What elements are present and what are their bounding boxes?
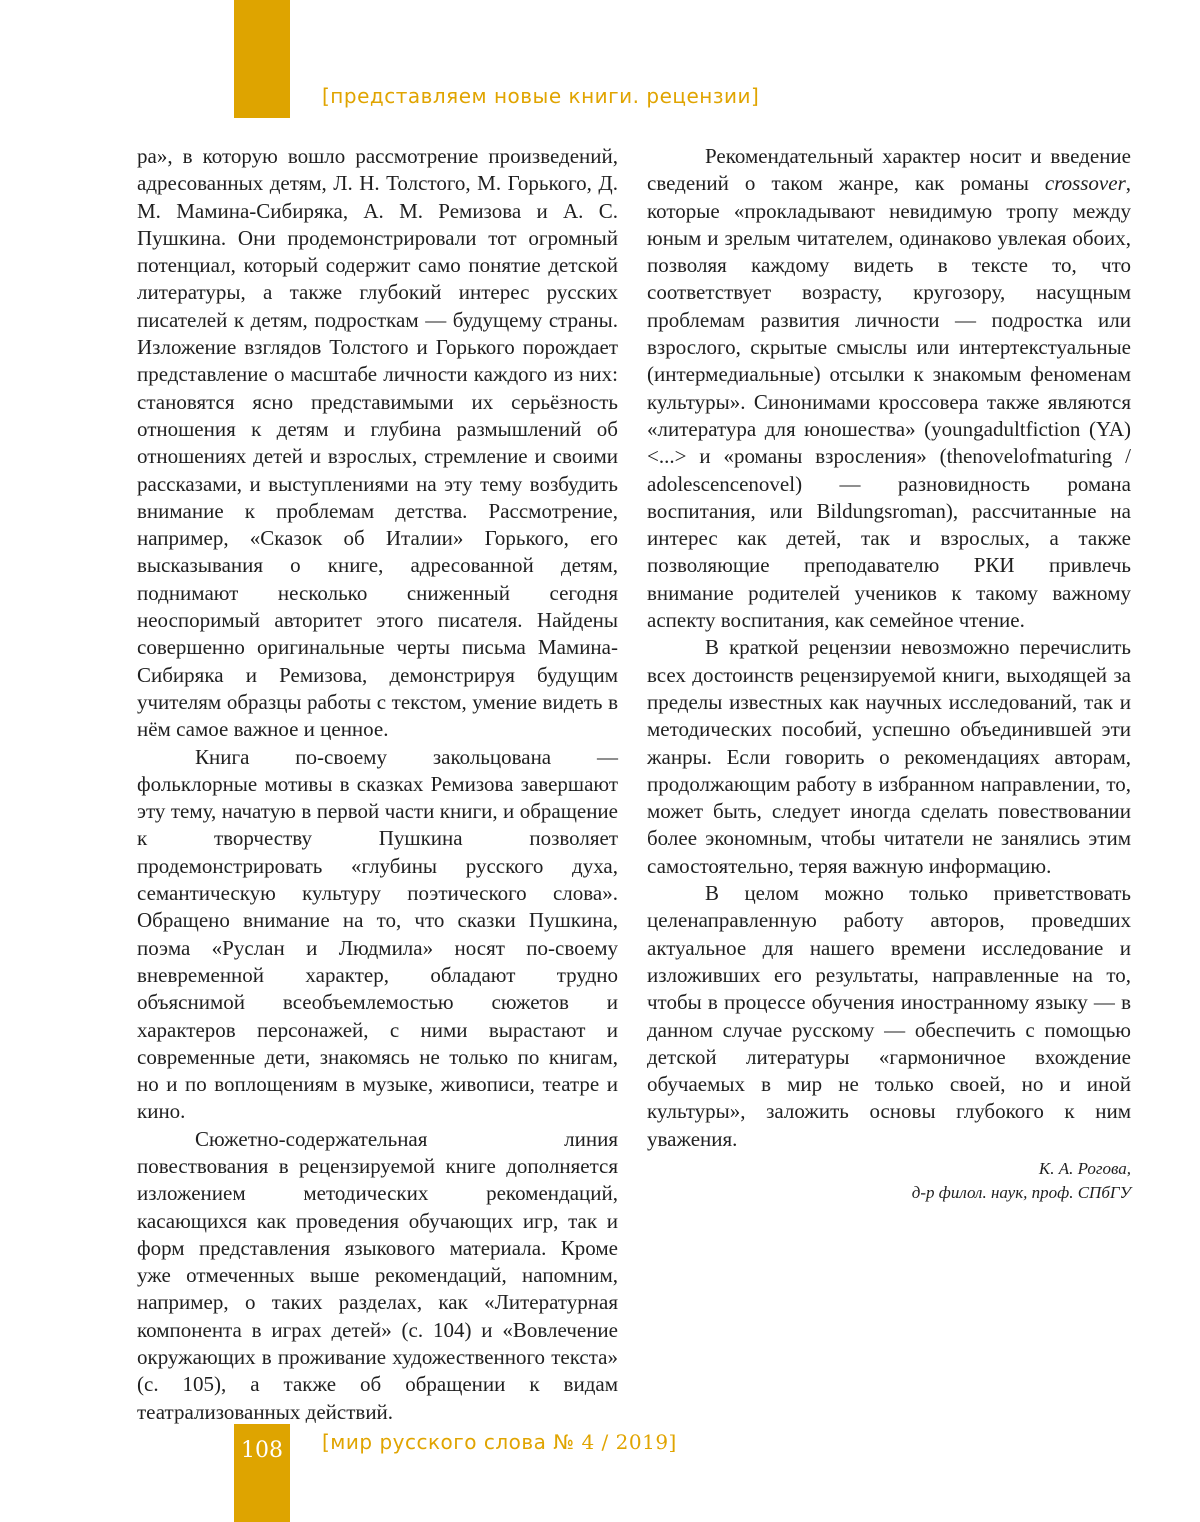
top-accent-bar <box>234 0 290 118</box>
paragraph: Книга по-своему закольцована — фольклорные мотивы в сказках Ремизова завершают эту тему, начатую в первой части книги, и обращение к творчеству Пушкина позволяет продемонстрировать «глубины русского духа, семантическую культуру поэтического слова». Обращено внимание на то, что сказки Пушкина, поэма «Руслан и Людмила» носят по-своему вневременной характер, обладают трудно объяснимой всеобъемлемостью сюжетов и характеров персонажей, с ними вырастают и современные дети, знакомясь не только по книгам, но и по воплощениям в музыке, живописи, театре и кино. <box>137 744 618 1124</box>
journal-title: [мир русского слова № <box>322 1430 575 1454</box>
journal-footer <box>322 1430 677 1454</box>
paragraph: Сюжетно-содержательная линия повествования в рецензируемой книге дополняется изложением методических рекомендаций, касающихся как проведения обучающих игр, так и форм представления языкового материала. Кроме уже отмеченных выше рекомендаций, напомним, например, о таких разделах, как «Литературная компонента в играх детей» (с. 104) и «Вовлечение окружающих в проживание художественного текста» (с. 105), а также об обращении к видам театрализованных действий. <box>137 1126 618 1424</box>
signature-title: д-р филол. наук, проф. СПбГУ <box>911 1182 1131 1202</box>
signature-name: К. А. Рогова, <box>1038 1158 1131 1178</box>
paragraph-text: , которые «прокладывают невидимую тропу между юным и зрелым читателем, одинаково увлекая обоих, позволяя каждому видеть в тексте то, что соответствует возрасту, кругозору, насущным проблемам развития личности — подростка или взрослого, скрытые смыслы или интертекстуальные (интермедиальные) отсылки к знакомым феноменам культуры». Синонимами кроссовера также являются «литература для юношества» (youngadultfiction (YA) <...> и «романы взросления» (thenovelofmaturing / adolescencenovel) — разновидность романа воспитания, или Bildungsroman), рассчитанные на интерес как детей, так и взрослых, а также позволяющие преподавателю РКИ привлечь внимание родителей учеников к такому важному аспекту воспитания, как семейное чтение. <box>647 171 1131 633</box>
left-column <box>137 143 618 1426</box>
paragraph: В целом можно только приветствовать целенаправленную работу авторов, проведших актуальное для нашего времени исследование и изложивших его результаты, направленные на то, чтобы в процессе обучения иностранному языку — в данном случае русскому — обеспечить с помощью детской литературы «гармоничное вхождение обучаемых в мир не только своей, но и иной культуры», заложить основы глубокого к ним уважения. <box>647 881 1131 1151</box>
emphasis-term: crossover <box>1044 171 1126 196</box>
page-number: 108 <box>241 1438 283 1463</box>
paragraph: В краткой рецензии невозможно перечислить всех достоинств рецензируемой книги, выходящей за пределы известных как научных исследований, так и методических пособий, успешно объединившей эти жанры. Если говорить о рекомендациях авторам, продолжающим работу в избранном направлении, то, может быть, следует иногда сделать повествовании более экономным, чтобы читатели не занялись этим самостоятельно, теряя важную информацию. <box>647 635 1131 878</box>
paragraph-text: Рекомендательный характер носит и введение сведений о таком жанре, как романы <box>647 144 1131 196</box>
right-column <box>647 143 1131 1205</box>
paragraph: ра», в которую вошло рассмотрение произведений, адресованных детям, Л. Н. Толстого, М. Горького, Д. М. Мамина-Сибиряка, А. М. Ремизова и А. С. Пушкина. Они продемонстрировали тот огромный потенциал, который содержит само понятие детской литературы, а также глубокий интерес русских писателей к детям, подросткам — будущему страны. Изложение взглядов Толстого и Горького порождает представление о масштабе личности каждого из них: становятся ясно представимыми их серьёзность отношения к детям и глубина размышлений об отношениях детей и взрослых, стремление и своими рассказами, и выступлениями на эту тему возбудить внимание к проблемам детства. Рассмотрение, например, «Сказок об Италии» Горького, его высказывания о книге, адресованной детям, поднимают несколько сниженный сегодня неоспоримый авторитет этого писателя. Найдены совершенно оригинальные черты письма Мамина-Сибиряка и Ремизова, демонстрируя будущим учителям образцы работы с текстом, умение видеть в нём самое важное и ценное. <box>137 144 618 742</box>
signature <box>647 1157 1131 1205</box>
paragraph <box>647 143 1131 634</box>
section-header: [представляем новые книги. рецензии] <box>322 84 760 108</box>
issue-number: 4 / 2019] <box>581 1430 677 1454</box>
